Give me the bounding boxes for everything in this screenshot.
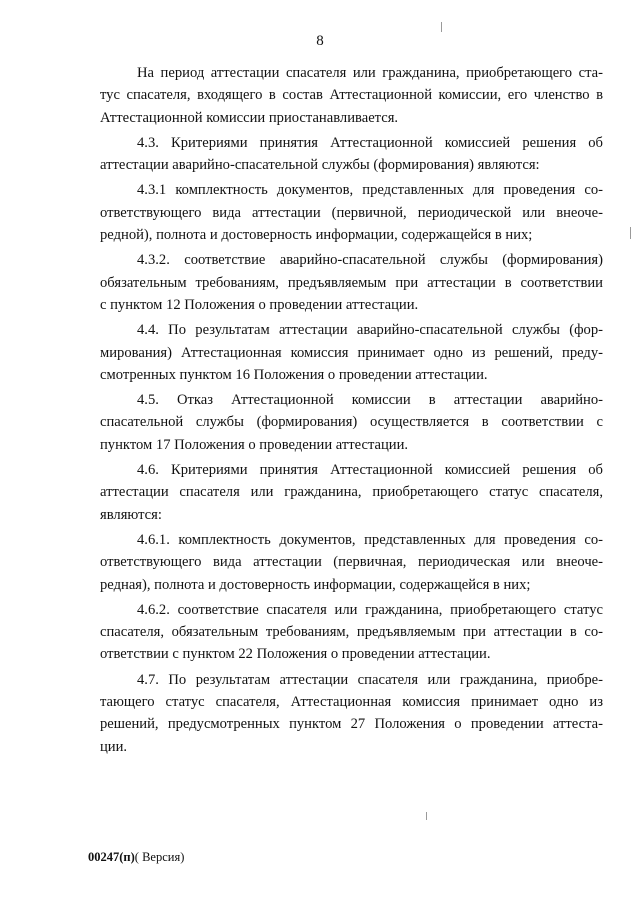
text-line: пунктом 17 Положения о проведении аттестации.: [100, 436, 409, 453]
text-line: обязательным требованиям, предъявляемым при аттестации в соответствии: [100, 274, 603, 291]
text-line: решений, предусмотренных пунктом 27 Положения о проведении аттеста-: [100, 716, 603, 733]
text-line: ответствующего вида аттестации (первичная, периодическая или внеоче-: [100, 554, 603, 571]
document-version: ( Версия): [134, 850, 185, 864]
paragraph: [100, 132, 603, 177]
text-line: 4.3. Критериями принятия Аттестационной комиссией решения об: [137, 134, 603, 151]
text-line: 4.7. По результатам аттестации спасателя или гражданина, приобре-: [137, 671, 603, 688]
text-line: 4.3.2. соответствие аварийно-спасательной службы (формирования): [137, 252, 603, 269]
text-line: с пунктом 12 Положения о проведении аттестации.: [100, 296, 419, 313]
footer: [88, 850, 184, 865]
text-line: ответствии с пунктом 22 Положения о проведении аттестации.: [100, 646, 491, 663]
paragraph: [100, 599, 603, 666]
text-line: мирования) Аттестационная комиссия принимает одно из решений, преду-: [100, 344, 603, 361]
paragraph: [100, 389, 603, 456]
text-line: тус спасателя, входящего в состав Аттестационной комиссии, его членство в: [100, 87, 603, 104]
paragraph: [100, 179, 603, 246]
text-line: являются:: [100, 506, 162, 523]
paragraph: [100, 249, 603, 316]
text-line: 4.3.1 комплектность документов, представленных для проведения со-: [137, 182, 603, 199]
text-line: 4.6.2. соответствие спасателя или гражданина, приобретающего статус: [137, 601, 603, 618]
text-line: 4.6. Критериями принятия Аттестационной комиссией решения об: [137, 462, 603, 479]
scan-artifact: [441, 22, 442, 32]
paragraph: [100, 319, 603, 386]
text-line: аттестации спасателя или гражданина, приобретающего статус спасателя,: [100, 484, 603, 501]
text-line: ции.: [100, 738, 128, 755]
paragraph: [100, 459, 603, 526]
text-line: спасательной службы (формирования) осуществляется в соответствии с: [100, 414, 603, 431]
scan-artifact: [426, 812, 427, 820]
text-line: аттестации аварийно-спасательной службы (формирования) являются:: [100, 157, 540, 174]
text-line: 4.5. Отказ Аттестационной комиссии в аттестации аварийно-: [137, 392, 603, 409]
paragraph: [100, 669, 603, 758]
text-line: ответствующего вида аттестации (первичной, периодической или внеоче-: [100, 204, 603, 221]
text-line: Аттестационной комиссии приостанавливается.: [100, 109, 399, 126]
text-line: смотренных пунктом 16 Положения о проведении аттестации.: [100, 366, 488, 383]
text-line: 4.6.1. комплектность документов, представленных для проведения со-: [137, 531, 603, 548]
paragraph: [100, 62, 603, 129]
document-code: 00247(п): [88, 850, 135, 864]
paragraph: [100, 529, 603, 596]
text-line: тающего статус спасателя, Аттестационная комиссия принимает одно из: [100, 694, 603, 711]
document-body: [100, 62, 603, 761]
text-line: редная), полнота и достоверность информации, содержащейся в них;: [100, 576, 531, 593]
page-number: 8: [316, 33, 324, 49]
text-line: спасателя, обязательным требованиям, предъявляемым при аттестации в со-: [100, 624, 603, 641]
text-line: редной), полнота и достоверность информации, содержащейся в них;: [100, 227, 533, 244]
scan-artifact: [630, 227, 631, 239]
text-line: 4.4. По результатам аттестации аварийно-спасательной службы (фор-: [137, 322, 603, 339]
text-line: На период аттестации спасателя или гражданина, приобретающего ста-: [137, 65, 603, 81]
